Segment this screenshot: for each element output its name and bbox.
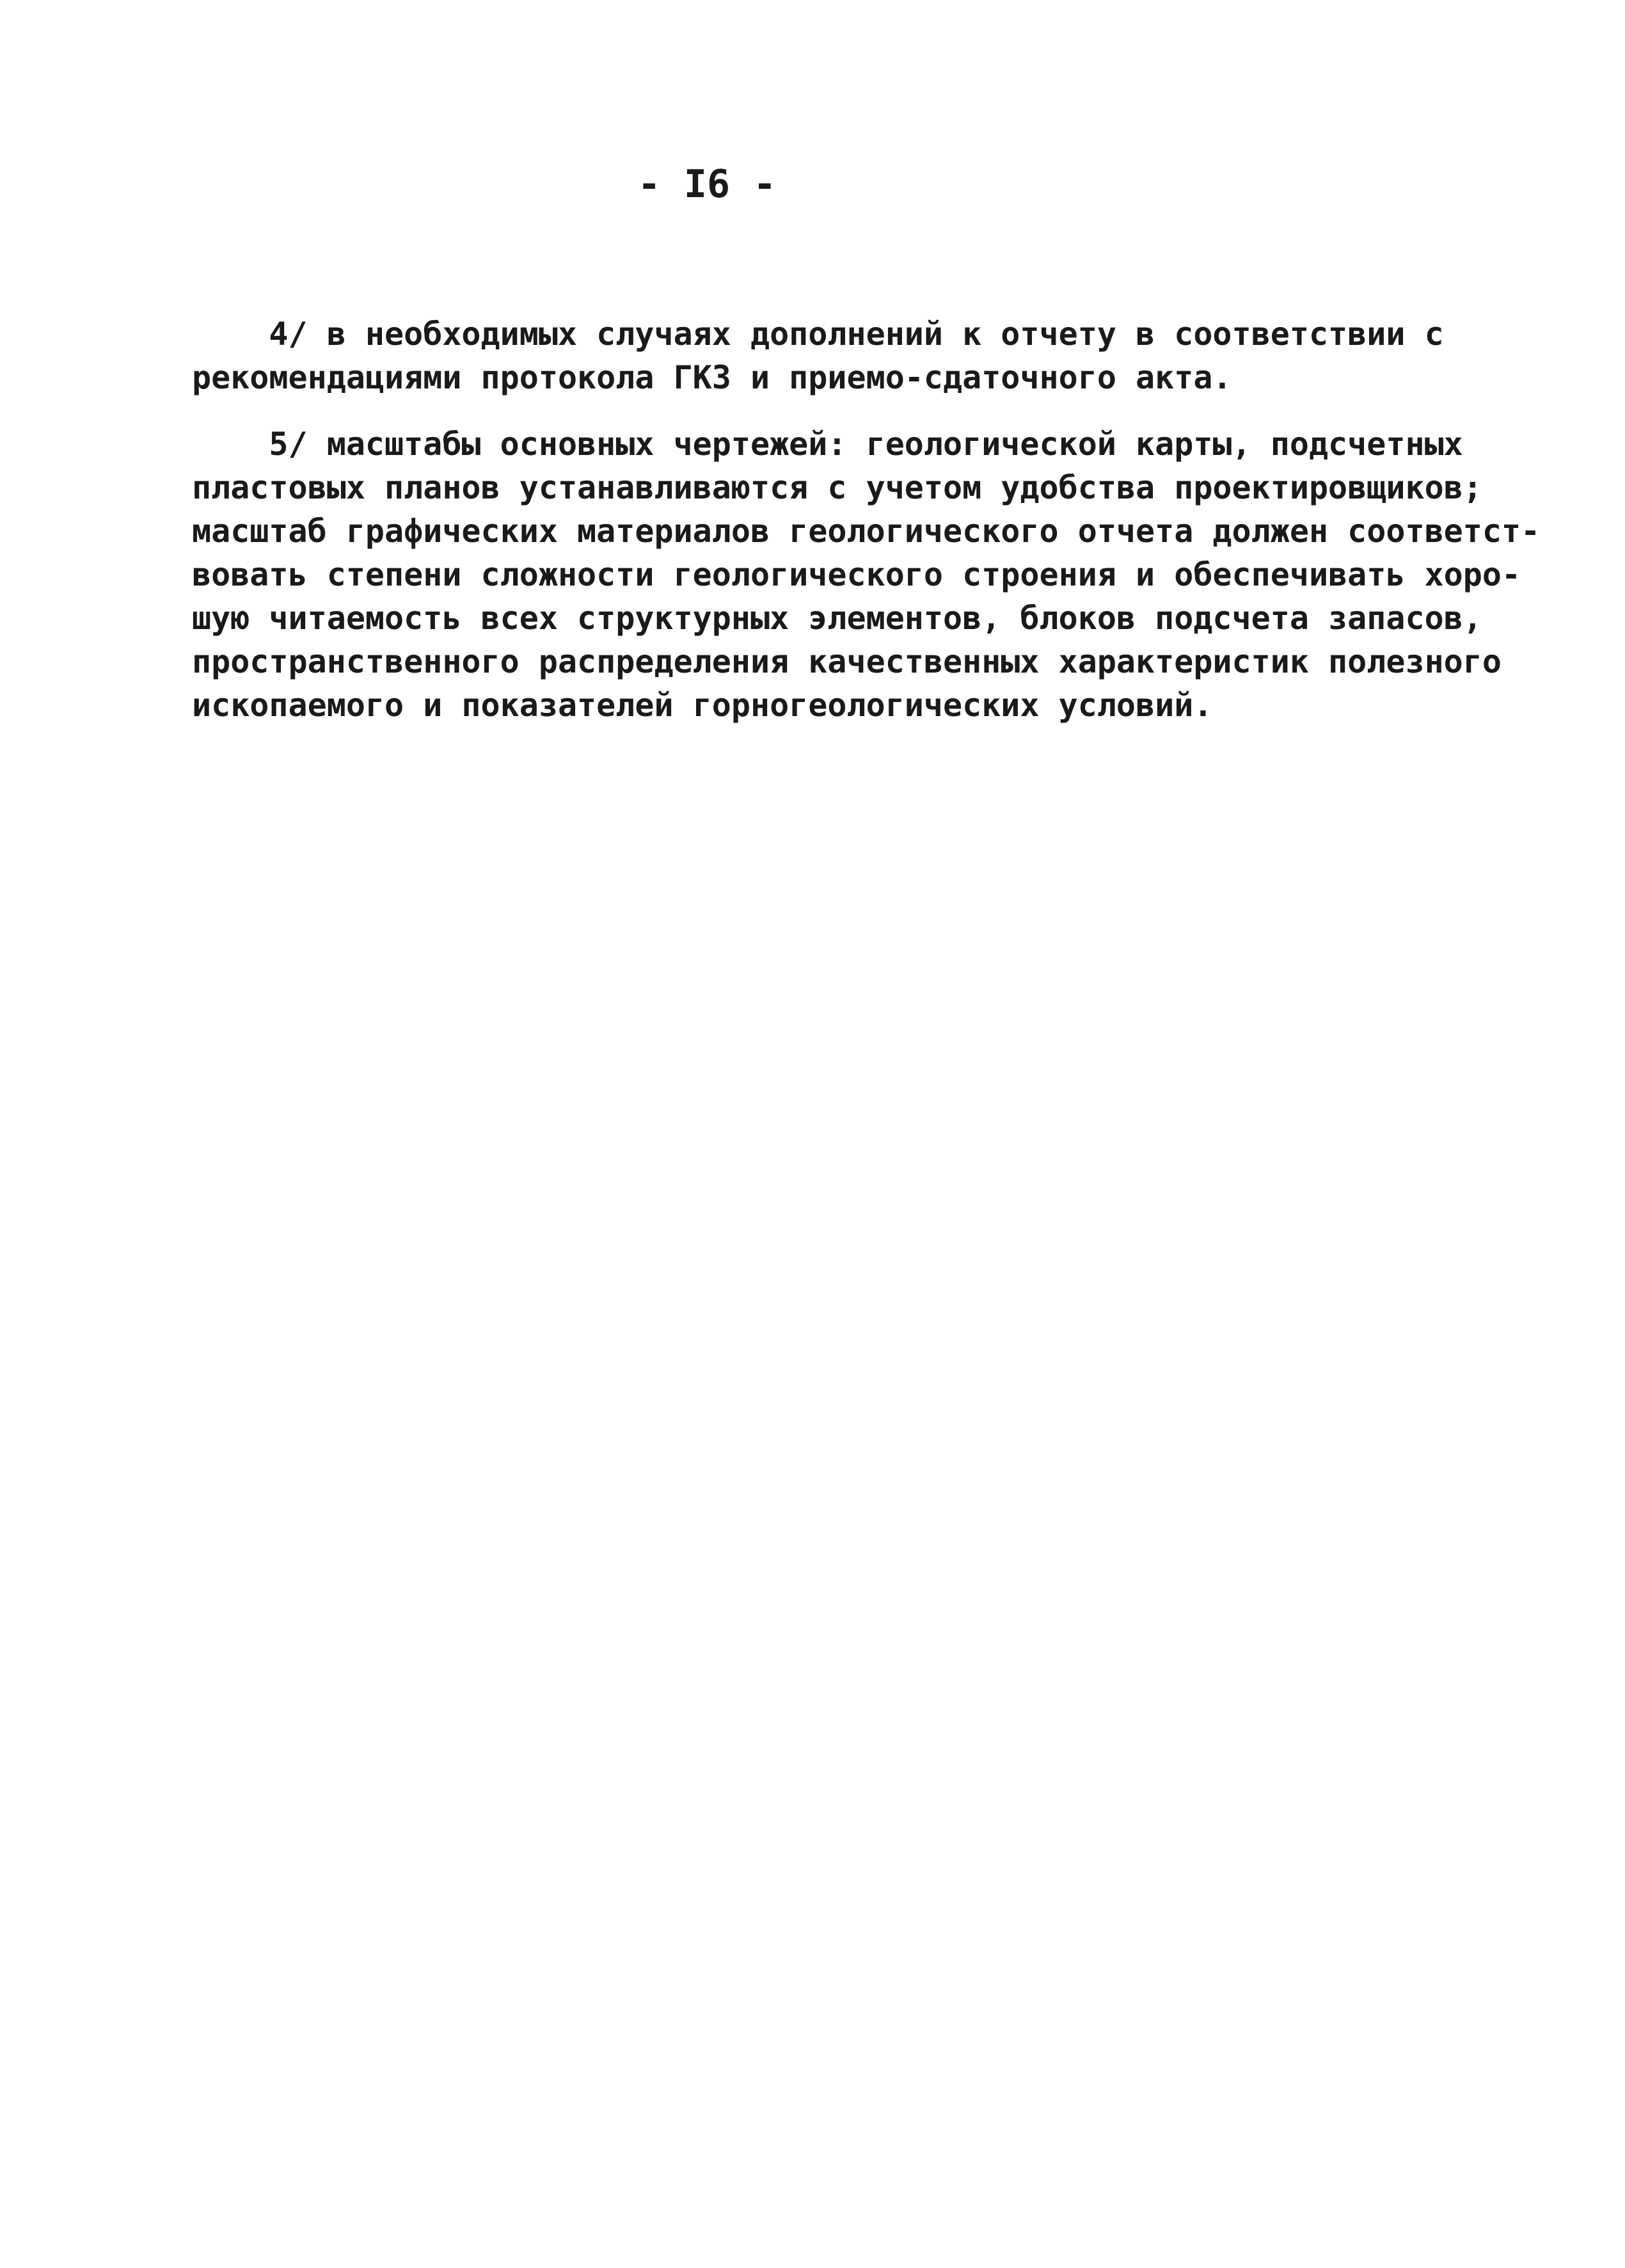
page-number: - I6 - — [637, 162, 777, 207]
paragraph-item-4 — [192, 312, 1503, 399]
text-line: ископаемого и показателей горногеологических условий. — [192, 687, 1213, 724]
text-line: 5/ масштабы основных чертежей: геологической карты, подсчетных — [192, 426, 1463, 463]
text-line: 4/ в необходимых случаях дополнений к отчету в соответствии с — [192, 315, 1444, 353]
text-line: масштаб графических материалов геологического отчета должен соответст- — [192, 513, 1541, 550]
text-line: вовать степени сложности геологического строения и обеспечивать хоро- — [192, 556, 1521, 593]
text-line: рекомендациями протокола ГКЗ и приемо-сдаточного акта. — [192, 359, 1232, 396]
text-line: пластовых планов устанавливаются с учетом удобства проектировщиков; — [192, 469, 1482, 506]
paragraph-item-5 — [192, 422, 1541, 727]
text-line: пространственного распределения качественных характеристик полезного — [192, 643, 1502, 680]
text-line: шую читаемость всех структурных элементов, блоков подсчета запасов, — [192, 600, 1482, 637]
